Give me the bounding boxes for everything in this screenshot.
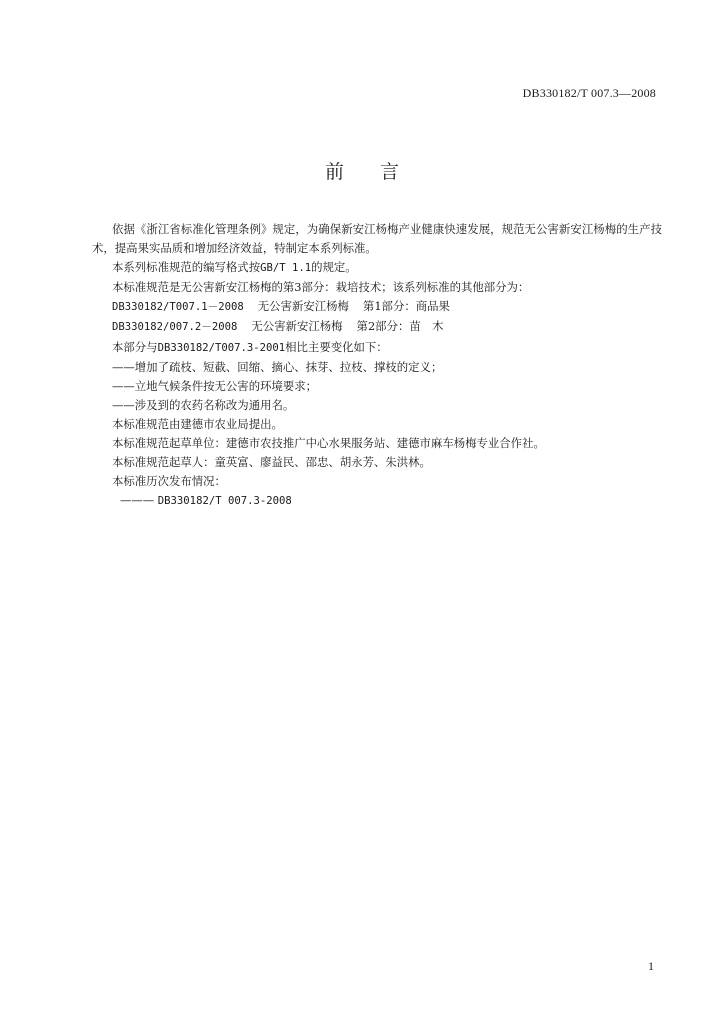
part1-part: 第1部分：商品果 <box>362 299 450 314</box>
paragraph-proposed-by: 本标准规范由建德市农业局提出。 <box>112 416 283 431</box>
paragraph-drafting-units: 本标准规范起草单位：建德市农技推广中心水果服务站、建德市麻车杨梅专业合作社。 <box>112 436 545 451</box>
format-suffix: 的规定。 <box>311 260 357 275</box>
title-char-1: 前 <box>324 161 344 183</box>
page-title <box>0 157 724 184</box>
paragraph-history-entry <box>92 491 662 511</box>
format-prefix: 本系列标准规范的编写格式按 <box>112 260 261 275</box>
paragraph-part2 <box>92 317 662 337</box>
paragraph-changes <box>92 338 662 358</box>
paragraph-part-info: 本标准规范是无公害新安江杨梅的第3部分：栽培技术；该系列标准的其他部分为： <box>112 280 530 295</box>
format-code: GB/T 1.1 <box>260 262 312 275</box>
changes-suffix: 相比主要变化如下： <box>285 339 388 354</box>
list-item-change-1: ——增加了疏枝、短截、回缩、摘心、抹芽、拉枝、撑枝的定义； <box>112 359 443 374</box>
paragraph-basis: 依据《浙江省标准化管理条例》规定，为确保新安江杨梅产业健康快速发展，规范无公害新安江杨梅的生产技术，提高果实品质和增加经济效益，特制定本系列标准。 <box>92 222 662 256</box>
paragraph-drafters: 本标准规范起草人：童英富、廖益民、邵忠、胡永芳、朱洪林。 <box>112 455 431 470</box>
part2-part: 第2部分：苗 木 <box>356 319 444 334</box>
part2-name: 无公害新安江杨梅 <box>251 319 343 334</box>
paragraph-format <box>92 258 662 278</box>
page-number: 1 <box>648 959 654 973</box>
list-item-change-2: ——立地气候条件按无公害的环境要求； <box>112 378 318 393</box>
paragraph-part1 <box>92 297 662 317</box>
paragraph-history-label: 本标准历次发布情况： <box>112 474 226 489</box>
title-char-2: 言 <box>380 161 400 183</box>
foreword-body <box>92 220 662 511</box>
list-item-change-3: ——涉及到的农药名称改为通用名。 <box>112 397 295 412</box>
history-code: DB330182/T 007.3-2008 <box>157 495 292 508</box>
history-dash: ——— <box>120 493 155 508</box>
changes-code: DB330182/T007.3-2001 <box>157 341 286 354</box>
changes-prefix: 本部分与 <box>112 339 158 354</box>
part1-name: 无公害新安江杨梅 <box>257 299 349 314</box>
part2-code: DB330182/007.2－2008 <box>112 321 238 334</box>
part1-code: DB330182/T007.1－2008 <box>112 301 244 314</box>
document-code-header: DB330182/T 007.3—2008 <box>522 86 656 100</box>
